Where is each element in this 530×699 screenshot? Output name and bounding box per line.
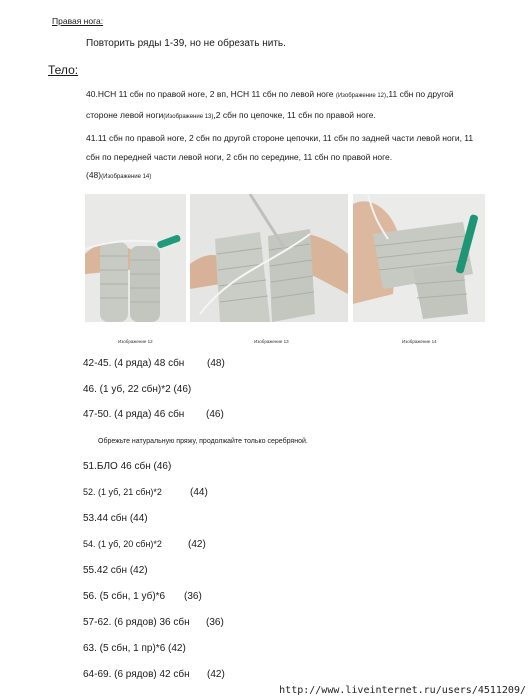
- row-46: 46. (1 уб, 22 сбн)*2 (46): [83, 384, 192, 395]
- body-heading: Тело:: [48, 63, 79, 77]
- row-53: 53.44 сбн (44): [83, 513, 148, 524]
- right-leg-heading: Правая нога:: [52, 16, 104, 26]
- yarn-note: Обрежьте натуральную пряжу, продолжайте только серебряной.: [98, 438, 308, 445]
- row-41-instruction: 41.11 сбн по правой ноге, 2 сбн по другой стороне цепочки, 11 сбн по задней части левой ноги, 11 сбн по передней части левой ноги, 2 сбн по середине, 11 сбн по правой ноге.: [86, 133, 474, 162]
- row-52: 52. (1 уб, 21 сбн)*2 (44): [83, 487, 208, 498]
- row-57-62: 57-62. (6 рядов) 36 сбн (36): [83, 617, 224, 628]
- row-51: 51.БЛО 46 сбн (46): [83, 461, 172, 472]
- crochet-photo-13: [190, 194, 348, 322]
- row-55: 55.42 сбн (42): [83, 565, 148, 576]
- row-42-45: 42-45. (4 ряда) 48 сбн (48): [83, 358, 225, 369]
- row-47-50: 47-50. (4 ряда) 46 сбн (46): [83, 409, 224, 420]
- source-url: http://www.liveinternet.ru/users/4511209/: [279, 685, 526, 696]
- row-41-count: (48)(Изображение 14): [86, 170, 152, 180]
- crochet-photo-14: [353, 194, 485, 322]
- photo-caption-12: Изображение 12: [118, 339, 153, 344]
- row-54: 54. (1 уб, 20 сбн)*2 (42): [83, 539, 206, 550]
- crochet-photo-12: [85, 194, 186, 322]
- row-40-instruction: 40.НСН 11 сбн по правой ноге, 2 вп, НСН 11 сбн по левой ноге (Изображение 12),11 сбн по другой стороне левой ноги(Изображение 13),2 сбн по цепочке, 11 сбн по правой ноге.: [86, 89, 454, 120]
- row-63: 63. (5 сбн, 1 пр)*6 (42): [83, 643, 186, 654]
- row-64-69: 64-69. (6 рядов) 42 сбн (42): [83, 669, 225, 680]
- repeat-instruction: Повторить ряды 1-39, но не обрезать нить.: [86, 38, 286, 49]
- row-56: 56. (5 сбн, 1 уб)*6 (36): [83, 591, 202, 602]
- photo-caption-13: Изображение 13: [254, 339, 289, 344]
- photo-caption-14: Изображение 14: [402, 339, 437, 344]
